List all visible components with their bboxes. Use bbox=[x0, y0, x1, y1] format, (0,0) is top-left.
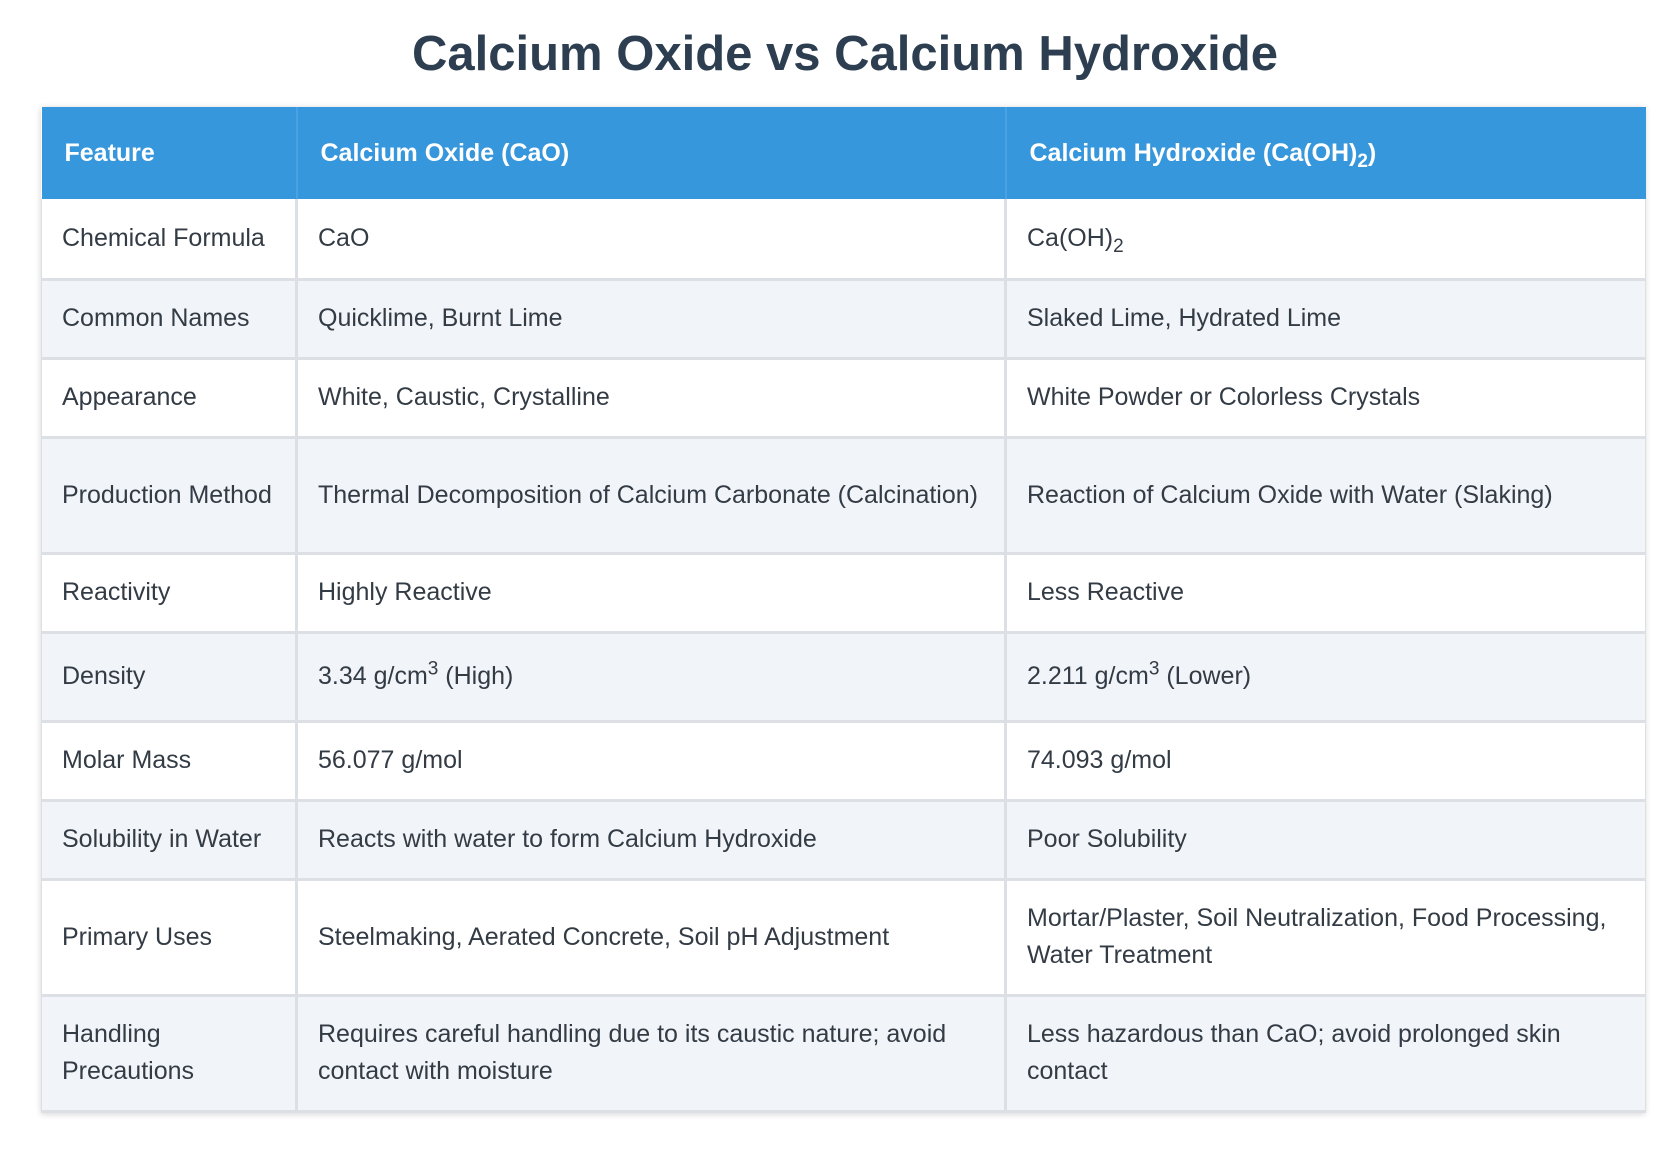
cao-cell: 56.077 g/mol bbox=[297, 721, 1006, 800]
header-feature: Feature bbox=[42, 107, 297, 199]
density-superscript: 3 bbox=[1148, 658, 1160, 680]
cao-cell bbox=[297, 632, 1006, 721]
caoh2-cell: 74.093 g/mol bbox=[1006, 721, 1646, 800]
cao-cell: Reacts with water to form Calcium Hydroxide bbox=[297, 800, 1006, 879]
density-value: 2.211 g/cm bbox=[1027, 662, 1149, 690]
caoh2-cell: Slaked Lime, Hydrated Lime bbox=[1006, 279, 1646, 358]
density-note: (High) bbox=[438, 662, 514, 690]
caoh2-cell: Mortar/Plaster, Soil Neutralization, Food Processing, Water Treatment bbox=[1006, 879, 1646, 995]
header-calcium-oxide: Calcium Oxide (CaO) bbox=[297, 107, 1006, 199]
header-calcium-hydroxide bbox=[1006, 107, 1646, 199]
caoh2-cell: Reaction of Calcium Oxide with Water (Slaking) bbox=[1006, 437, 1646, 553]
table-header-row bbox=[42, 107, 1646, 199]
cao-cell: White, Caustic, Crystalline bbox=[297, 358, 1006, 437]
table-row bbox=[42, 437, 1646, 553]
cao-cell: Steelmaking, Aerated Concrete, Soil pH Adjustment bbox=[297, 879, 1006, 995]
feature-cell: Appearance bbox=[42, 358, 297, 437]
feature-cell: Solubility in Water bbox=[42, 800, 297, 879]
comparison-table-container bbox=[41, 107, 1645, 1113]
table-row bbox=[42, 632, 1646, 721]
feature-cell: Production Method bbox=[42, 437, 297, 553]
cao-cell: Requires careful handling due to its caustic nature; avoid contact with moisture bbox=[297, 995, 1006, 1111]
table-row bbox=[42, 721, 1646, 800]
density-note: (Lower) bbox=[1159, 662, 1252, 690]
caoh2-cell: Less Reactive bbox=[1006, 553, 1646, 632]
formula-subscript: 2 bbox=[1113, 235, 1124, 257]
feature-cell: Reactivity bbox=[42, 553, 297, 632]
feature-cell: Common Names bbox=[42, 279, 297, 358]
formula-text: Ca(OH) bbox=[1027, 223, 1114, 252]
feature-cell: Density bbox=[42, 632, 297, 721]
cao-cell: Highly Reactive bbox=[297, 553, 1006, 632]
cao-cell: CaO bbox=[297, 199, 1006, 279]
caoh2-cell bbox=[1006, 632, 1646, 721]
table-row bbox=[42, 995, 1646, 1111]
table-row bbox=[42, 358, 1646, 437]
table-row bbox=[42, 279, 1646, 358]
cao-cell: Thermal Decomposition of Calcium Carbonate (Calcination) bbox=[297, 437, 1006, 553]
density-value: 3.34 g/cm bbox=[318, 662, 428, 690]
caoh2-cell: Less hazardous than CaO; avoid prolonged skin contact bbox=[1006, 995, 1646, 1111]
header-calcium-hydroxide-close: ) bbox=[1367, 138, 1377, 167]
header-subscript: 2 bbox=[1357, 150, 1368, 172]
feature-cell: Molar Mass bbox=[42, 721, 297, 800]
cao-cell: Quicklime, Burnt Lime bbox=[297, 279, 1006, 358]
comparison-table bbox=[41, 107, 1646, 1113]
feature-cell: Handling Precautions bbox=[42, 995, 297, 1111]
feature-cell: Primary Uses bbox=[42, 879, 297, 995]
caoh2-cell bbox=[1006, 199, 1646, 279]
table-row bbox=[42, 800, 1646, 879]
page-title: Calcium Oxide vs Calcium Hydroxide bbox=[412, 27, 1278, 81]
feature-cell: Chemical Formula bbox=[42, 199, 297, 279]
table-row bbox=[42, 199, 1646, 279]
table-row bbox=[42, 879, 1646, 995]
caoh2-cell: Poor Solubility bbox=[1006, 800, 1646, 879]
caoh2-cell: White Powder or Colorless Crystals bbox=[1006, 358, 1646, 437]
density-superscript: 3 bbox=[427, 658, 439, 680]
header-calcium-hydroxide-text: Calcium Hydroxide (Ca(OH) bbox=[1029, 138, 1358, 167]
table-row bbox=[42, 553, 1646, 632]
